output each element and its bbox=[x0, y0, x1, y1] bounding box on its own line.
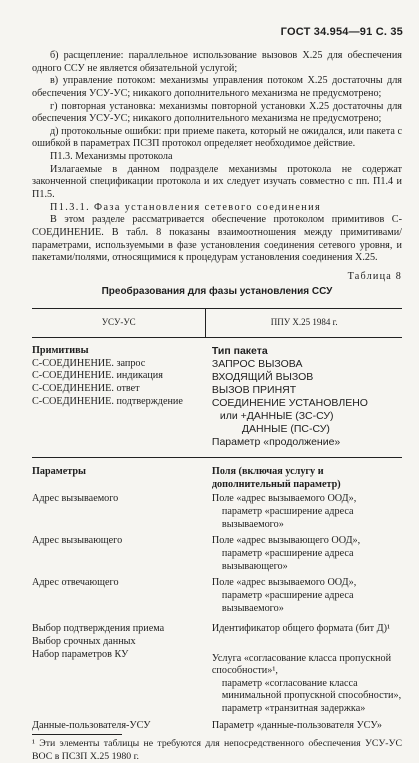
para-v: в) управление потоком: механизмы управления потоком X.25 достаточны для обеспечения УСУ-УС; никакого дополнительного механизма не предусмотрено; bbox=[32, 75, 402, 99]
packet-item: ВЫЗОВ ПРИНЯТ bbox=[211, 384, 297, 397]
param-row-responding: Адрес отвечающего Поле «адрес вызываемого ООД», параметр «расширение адреса вызываемого» bbox=[32, 573, 402, 615]
primitives-heading: Примитивы bbox=[32, 345, 89, 357]
mapping-table bbox=[32, 308, 402, 732]
footnote-divider bbox=[32, 734, 122, 735]
params-head-row bbox=[32, 458, 402, 491]
param-label: Адрес вызывающего bbox=[32, 535, 123, 547]
section-heading-1-3: П1.3. Механизмы протокола bbox=[50, 151, 173, 163]
packet-item: ВХОДЯЩИЙ ВЫЗОВ bbox=[211, 371, 314, 384]
param-label: Набор параметров КУ bbox=[32, 648, 129, 660]
param-label: Адрес вызываемого bbox=[32, 493, 119, 505]
primitive-item: С-СОЕДИНЕНИЕ. запрос bbox=[32, 357, 146, 369]
section-heading-1-3-1: П1.3.1. Фаза установления сетевого соединения bbox=[50, 201, 322, 213]
params-heading: Параметры bbox=[32, 466, 86, 478]
param-label: Выбор срочных данных bbox=[32, 635, 136, 647]
table-header-row bbox=[32, 308, 402, 337]
para-b: б) расщепление: параллельное использование вызовов X.25 для обеспечения одного ССУ не является обязательной услугой; bbox=[32, 50, 402, 74]
packet-item: ЗАПРОС ВЫЗОВА bbox=[211, 358, 303, 371]
param-row-called: Адрес вызываемого Поле «адрес вызываемого ООД», параметр «расширение адреса вызываемого» bbox=[32, 493, 357, 530]
param-label: Адрес отвечающего bbox=[32, 577, 119, 589]
packet-item: или +ДАННЫЕ (ЗС-СУ) bbox=[219, 410, 334, 423]
primitive-item: С-СОЕДИНЕНИЕ. индикация bbox=[32, 370, 163, 382]
param-row-qos: Набор параметров КУ Услуга «согласование класса пропускной способности»¹, параметр «согласование класса минимальной пропускной способности», параметр «транзитная задержка» bbox=[32, 648, 402, 715]
para-1-3: Излагаемые в данном подразделе механизмы протокола не содержат законченной спецификации протокола и их следует изучать совместно с пп. П1.4 и П1.5. bbox=[32, 163, 402, 201]
param-row-receipt: Выбор подтверждения приема Выбор срочных данных Идентификатор общего формата (бит Д)¹ bbox=[32, 623, 391, 647]
footnote: ¹ Эти элементы таблицы не требуются для непосредственного обеспечения УСУ-УС ВОС в ПСЗП X.25 1980 г. bbox=[32, 738, 402, 762]
packet-item: ДАННЫЕ (ПС-СУ) bbox=[241, 423, 330, 436]
packet-item: Параметр «продолжение» bbox=[211, 436, 341, 449]
para-1-3-1: В этом разделе рассматривается обеспечение протоколом примитивов С-СОЕДИНЕНИЕ. В табл. 8 показаны взаимоотношения между примитивами/параметрами, используемыми в фазе установления соединения сетевого уровня, и пакетами/полями, относящимися к процедурам установления соединения X.25. bbox=[32, 214, 402, 264]
para-d: д) протокольные ошибки: при приеме пакета, который не ожидался, или пакета с ошибкой в параметрах ПСЗП протокол определяет необходимое действие. bbox=[32, 125, 402, 150]
page-body bbox=[32, 50, 402, 763]
primitive-item: С-СОЕДИНЕНИЕ. подтверждение bbox=[32, 395, 183, 407]
packet-type-heading: Тип пакета bbox=[211, 345, 268, 358]
param-label: Данные-пользователя-УСУ bbox=[32, 719, 151, 731]
param-row-userdata: Данные-пользователя-УСУ Параметр «данные-пользователя УСУ» bbox=[32, 716, 402, 733]
param-label: Выбор подтверждения приема bbox=[32, 623, 165, 635]
primitives-row bbox=[32, 338, 402, 458]
table-label: Таблица 8 bbox=[347, 270, 402, 282]
col-header-x25: ППУ Х.25 1984 г. bbox=[206, 308, 402, 337]
fields-heading: Поля (включая услугу и дополнительный параметр) bbox=[211, 466, 341, 490]
col-header-usu: УСУ-УС bbox=[32, 308, 206, 337]
page-header: ГОСТ 34.954—91 С. 35 bbox=[280, 26, 403, 38]
primitive-item: С-СОЕДИНЕНИЕ. ответ bbox=[32, 383, 140, 394]
packet-item: СОЕДИНЕНИЕ УСТАНОВЛЕНО bbox=[211, 397, 368, 410]
table-title: Преобразования для фазы установления ССУ bbox=[101, 285, 333, 297]
para-g: г) повторная установка: механизмы повторной установки X.25 достаточны для обеспечения УСУ-УС; никакого дополнительного механизма не предусмотрено; bbox=[32, 100, 402, 125]
param-row-calling: Адрес вызывающего Поле «адрес вызывающего ООД», параметр «расширение адреса вызывающего» bbox=[32, 531, 402, 573]
